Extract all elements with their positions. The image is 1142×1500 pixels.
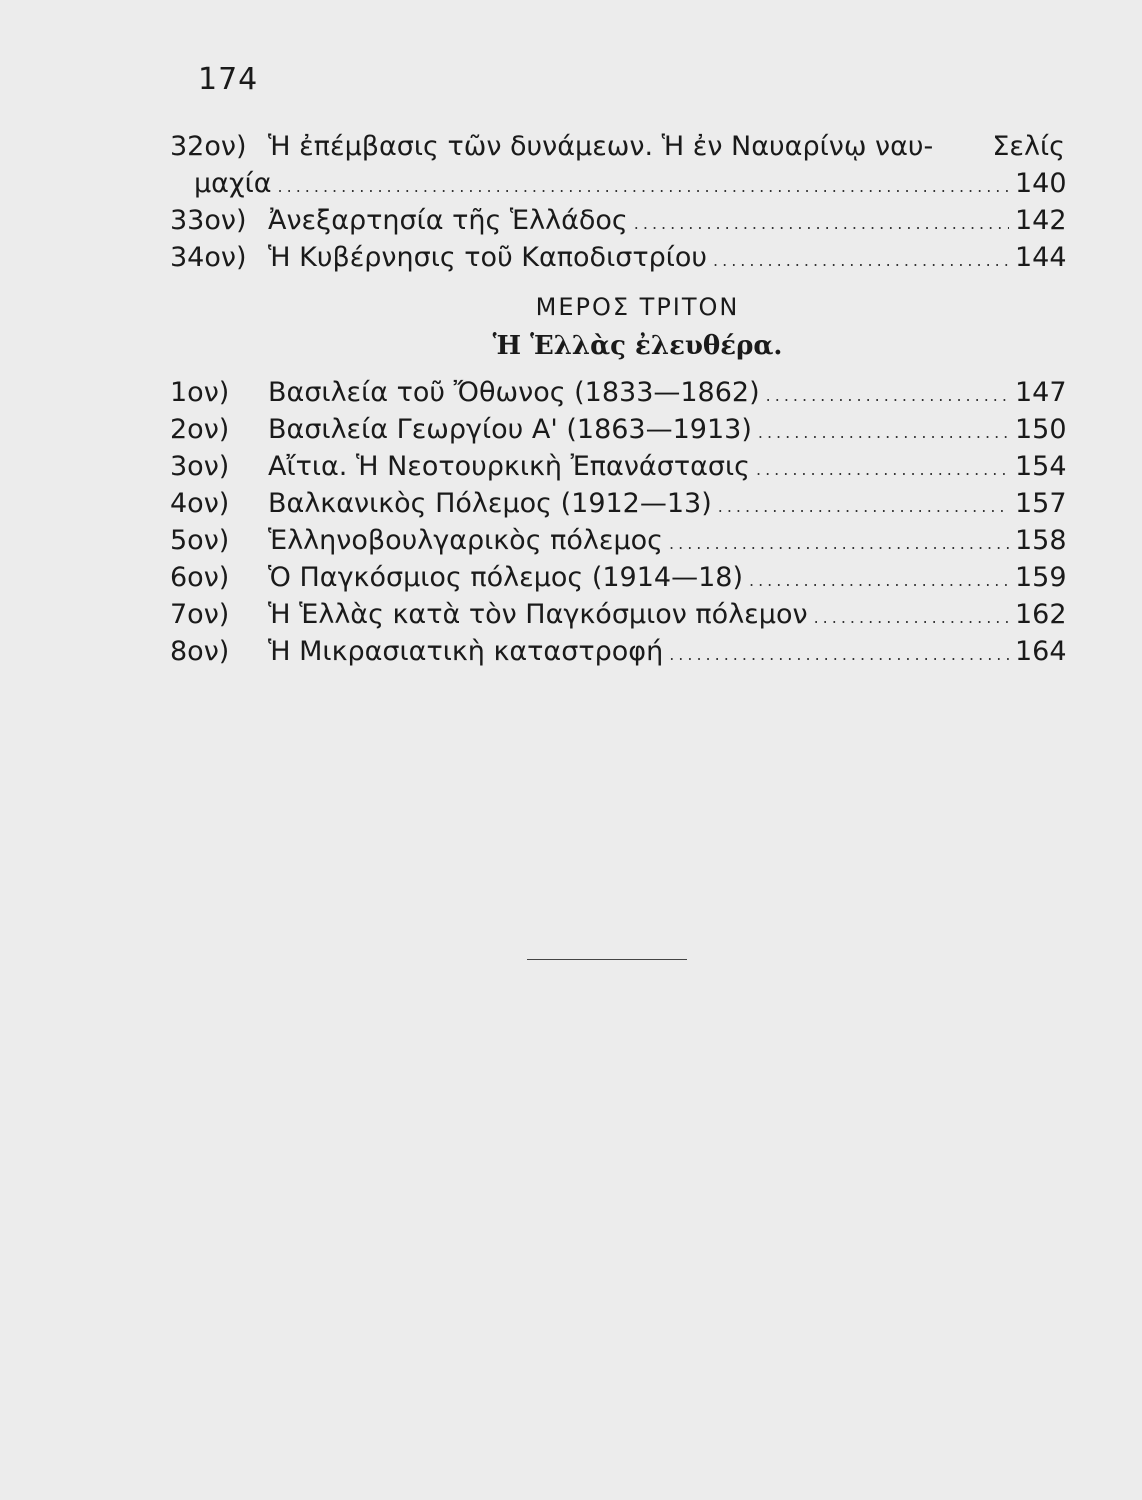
- toc-entry-title: Ἑλληνοβουλγαρικὸς πόλεμος: [268, 525, 664, 556]
- toc-entry-page: 140: [1015, 168, 1067, 199]
- dot-leader: [278, 168, 1009, 205]
- toc-entry-title: Ἡ Μικρασιατικὴ καταστροφή: [268, 636, 664, 667]
- toc-entry-page: 150: [1015, 414, 1067, 445]
- toc-entry-title: Ἀνεξαρτησία τῆς Ἑλλάδος: [268, 205, 628, 236]
- table-of-contents: [170, 128, 1065, 670]
- dot-leader: [669, 525, 1009, 562]
- part-label: ΜΕΡΟΣ ΤΡΙΤΟΝ: [535, 293, 740, 321]
- dot-leader: [814, 599, 1009, 636]
- dot-leader: [749, 562, 1009, 599]
- dot-leader: [669, 636, 1009, 673]
- toc-entry-number: 6ον): [170, 562, 230, 593]
- toc-entry-title: Ὁ Παγκόσμιος πόλεμος (1914—18): [268, 562, 743, 593]
- toc-entry: [170, 596, 1065, 633]
- toc-section-part-two: [170, 128, 1065, 276]
- toc-entry-title: Βαλκανικὸς Πόλεμος (1912—13): [268, 488, 712, 519]
- toc-entry-number: 4ον): [170, 488, 230, 519]
- toc-entry: [170, 202, 1065, 239]
- dot-leader: [718, 488, 1009, 525]
- toc-entry-number: 5ον): [170, 525, 230, 556]
- toc-entry-title: Βασιλεία Γεωργίου Α' (1863—1913): [268, 414, 752, 445]
- dot-leader: [758, 414, 1009, 451]
- toc-entry-page: 157: [1015, 488, 1067, 519]
- toc-entry: [170, 165, 1065, 202]
- toc-entry-title: μαχία: [194, 168, 272, 199]
- toc-entry: [170, 128, 1065, 165]
- toc-entry-number: 3ον): [170, 451, 230, 482]
- toc-entry-number: 34ον): [170, 242, 247, 273]
- toc-entry-title: Αἴτια. Ἡ Νεοτουρκικὴ Ἐπανάστασις: [268, 451, 750, 482]
- toc-entry-page: 147: [1015, 377, 1067, 408]
- part-title: Ἡ Ἑλλὰς ἐλευθέρα.: [492, 331, 783, 361]
- toc-entry-number: 32ον): [170, 131, 247, 162]
- toc-entry: [170, 411, 1065, 448]
- toc-section-part-three: [170, 374, 1065, 670]
- toc-entry-page: 164: [1015, 636, 1067, 667]
- toc-entry: [170, 485, 1065, 522]
- toc-entry-page: 162: [1015, 599, 1067, 630]
- toc-entry-page: 154: [1015, 451, 1067, 482]
- toc-entry-title: Βασιλεία τοῦ Ὄθωνος (1833—1862): [268, 377, 760, 408]
- toc-entry-title: Ἡ Ἑλλὰς κατὰ τὸν Παγκόσμιον πόλεμον: [268, 599, 808, 630]
- toc-entry-number: 1ον): [170, 377, 230, 408]
- dot-leader: [766, 377, 1009, 414]
- toc-entry: [170, 374, 1065, 411]
- toc-entry-page: 142: [1015, 205, 1067, 236]
- toc-entry-page: 158: [1015, 525, 1067, 556]
- toc-entry: [170, 633, 1065, 670]
- toc-entry-page: 144: [1015, 242, 1067, 273]
- toc-entry: [170, 522, 1065, 559]
- dot-leader: [634, 205, 1009, 242]
- toc-entry: [170, 559, 1065, 596]
- toc-page-column-header: Σελίς: [992, 131, 1065, 162]
- dot-leader: [756, 451, 1009, 488]
- toc-entry-number: 33ον): [170, 205, 247, 236]
- end-rule: [527, 959, 687, 960]
- toc-entry: [170, 239, 1065, 276]
- page-number: 174: [198, 62, 259, 97]
- toc-entry: [170, 448, 1065, 485]
- toc-entry-page: 159: [1015, 562, 1067, 593]
- toc-entry-title: Ἡ Κυβέρνησις τοῦ Καποδιστρίου: [268, 242, 708, 273]
- toc-entry-title: Ἡ ἐπέμβασις τῶν δυνάμεων. Ἡ ἐν Ναυαρίνῳ ναυ-: [268, 131, 934, 162]
- toc-entry-number: 7ον): [170, 599, 230, 630]
- toc-entry-number: 2ον): [170, 414, 230, 445]
- dot-leader: [713, 242, 1009, 279]
- toc-entry-number: 8ον): [170, 636, 230, 667]
